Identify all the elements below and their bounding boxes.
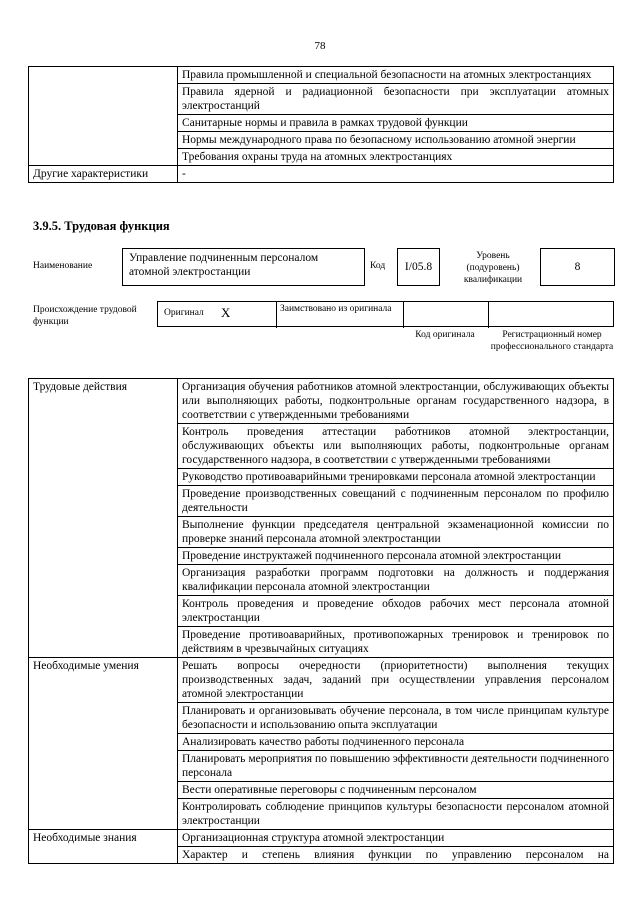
labor-actions-label: Трудовые действия (29, 379, 178, 658)
table-cell: Планировать и организовывать обучение персонала, в том числе принципам культуре безопасности и использованию опыта эксплуатации (178, 703, 614, 734)
table-cell: Требования охраны труда на атомных электростанциях (178, 149, 614, 166)
other-characteristics-value: - (178, 166, 614, 183)
page-number: 78 (314, 40, 326, 52)
table-cell: Выполнение функции председателя центральной экзаменационной комиссии по проверке знаний персонала атомной электростанции (178, 517, 614, 548)
qualification-level-value: 8 (540, 248, 615, 286)
table-cell: Планировать мероприятия по повышению эффективности деятельности подчиненного персонала (178, 751, 614, 782)
table-cell: Контролировать соблюдение принципов культуры безопасности персоналом атомной электростанции (178, 799, 614, 830)
table-cell: Правила ядерной и радиационной безопасности при эксплуатации атомных электростанций (178, 84, 614, 115)
table-cell: Проведение производственных совещаний с подчиненным персоналом по профилю деятельности (178, 486, 614, 517)
table-cell: Контроль проведения аттестации работников атомной электростанции, обслуживающих объекты или выполняющих работы, подконтрольные органам государственного надзора, в соответствии с утвержденными требованиями (178, 424, 614, 469)
table-cell: Характер и степень влияния функции по управлению персоналом на (178, 847, 614, 864)
name-label: Наименование (33, 261, 93, 271)
table-cell: Санитарные нормы и правила в рамках трудовой функции (178, 115, 614, 132)
original-label: Оригинал (164, 308, 204, 318)
borrowed-label: Заимствовано из оригинала (280, 304, 392, 314)
table-cell: Руководство противоаварийными тренировками персонала атомной электростанции (178, 469, 614, 486)
table-cell: Нормы международного права по безопасному использованию атомной энергии (178, 132, 614, 149)
table-cell: Организационная структура атомной электростанции (178, 830, 614, 847)
table-cell: Правила промышленной и специальной безопасности на атомных электростанциях (178, 67, 614, 84)
registration-number-caption: Регистрационный номер профессионального стандарта (490, 330, 614, 352)
knowledge-label: Необходимые знания (29, 830, 178, 864)
requirements-table (28, 66, 614, 183)
function-name-value: Управление подчиненным персоналом атомной электростанции (122, 248, 365, 286)
original-checkmark: X (221, 305, 231, 320)
table-cell: Контроль проведения и проведение обходов рабочих мест персонала атомной электростанции (178, 596, 614, 627)
skills-label: Необходимые умения (29, 658, 178, 830)
divider (403, 302, 404, 328)
divider (488, 302, 489, 328)
table-cell: Решать вопросы очередности (приоритетности) выполнения текущих производственных задач, заданий при осуществлении управления персоналом атомной электростанции (178, 658, 614, 703)
divider (276, 302, 277, 328)
code-value: I/05.8 (397, 248, 440, 286)
table-cell: Проведение противоаварийных, противопожарных тренировок и тренировок по действиям в чрезвычайных ситуациях (178, 627, 614, 658)
table-cell: Организация разработки программ подготовки на должность и поддержания квалификации персонала атомной электростанции (178, 565, 614, 596)
code-original-caption: Код оригинала (415, 330, 475, 340)
table-cell: Проведение инструктажей подчиненного персонала атомной электростанции (178, 548, 614, 565)
code-label: Код (370, 261, 386, 271)
empty-label-cell (29, 67, 178, 166)
table-cell: Организация обучения работников атомной электростанции, обслуживающих объекты или выполняющих работы, подконтрольные органам государственного надзора, в соответствии с утвержденными требованиями (178, 379, 614, 424)
table-cell: Анализировать качество работы подчиненного персонала (178, 734, 614, 751)
section-heading: 3.9.5. Трудовая функция (33, 219, 170, 233)
qualification-level-label: Уровень (подуровень) квалификации (463, 251, 523, 285)
other-characteristics-label: Другие характеристики (29, 166, 178, 183)
table-cell: Вести оперативные переговоры с подчиненным персоналом (178, 782, 614, 799)
origin-box (157, 301, 614, 327)
origin-label: Происхождение трудовой функции (33, 305, 137, 327)
labor-function-table (28, 378, 614, 864)
